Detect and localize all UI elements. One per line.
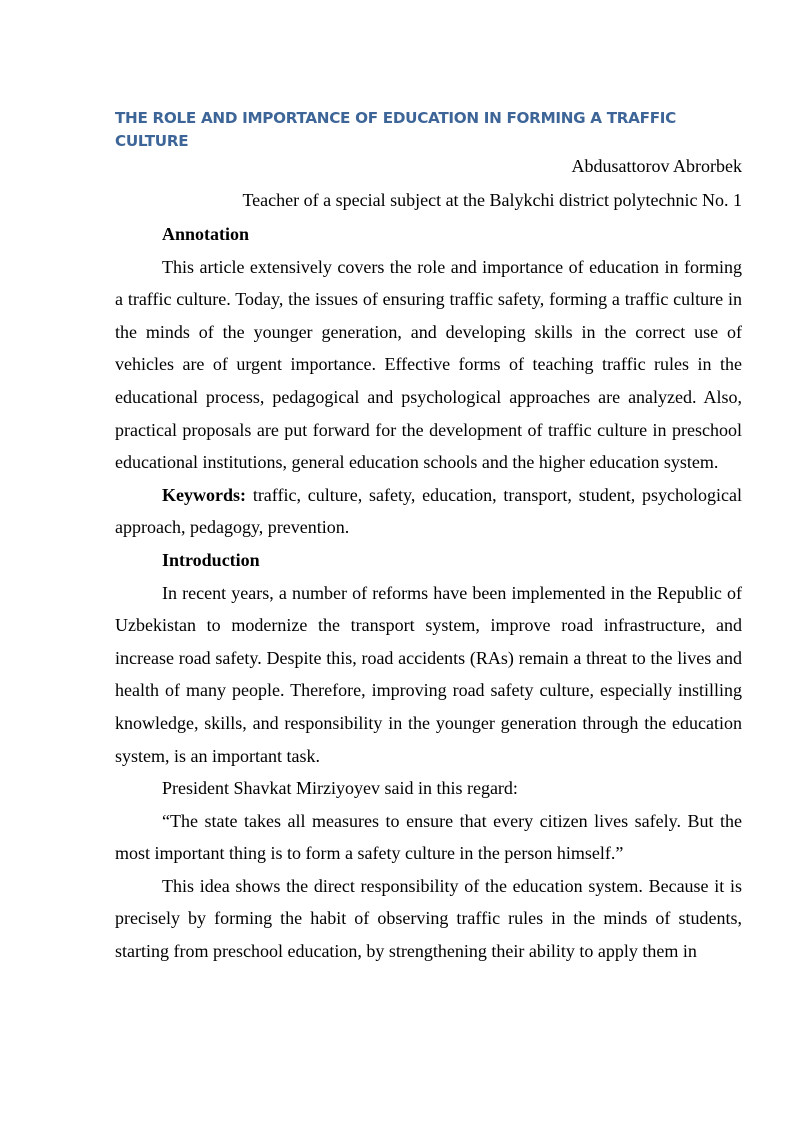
president-quote: “The state takes all measures to ensure that every citizen lives safely. But the most important thing is to form a safety culture in the person himself.” <box>115 810 742 864</box>
article-title: THE ROLE AND IMPORTANCE OF EDUCATION IN FORMING A TRAFFIC CULTURE <box>115 109 676 150</box>
author-affiliation: Teacher of a special subject at the Balykchi district polytechnic No. 1 <box>242 190 742 210</box>
keywords-text: traffic, culture, safety, education, transport, student, psychological approach, pedagogy, prevention. <box>115 484 742 538</box>
introduction-heading: Introduction <box>162 549 260 570</box>
article-body <box>115 107 742 968</box>
intro-paragraph: In recent years, a number of reforms have been implemented in the Republic of Uzbekistan to modernize the transport system, improve road infrastructure, and increase road safety. Despite this, road accidents (RAs) remain a threat to the lives and health of many people. Therefore, improving road safety culture, especially instilling knowledge, skills, and responsibility in the younger generation through the education system, is an important task. <box>115 582 742 766</box>
author-name: Abdusattorov Abrorbek <box>571 156 742 176</box>
annotation-heading: Annotation <box>162 224 250 244</box>
intro-paragraph: This idea shows the direct responsibility of the education system. Because it is precisely by forming the habit of observing traffic rules in the minds of students, starting from preschool education, by strengthening their ability to apply them in <box>115 875 742 962</box>
annotation-text: This article extensively covers the role and importance of education in forming a traffic culture. Today, the issues of ensuring traffic safety, forming a traffic culture in the minds of the younger generation, and developing skills in the correct use of vehicles are of urgent importance. Effective forms of teaching traffic rules in the educational process, pedagogical and psychological approaches are analyzed. Also, practical proposals are put forward for the development of traffic culture in preschool educational institutions, general education schools and the higher education system. <box>115 256 742 473</box>
intro-paragraph: President Shavkat Mirziyoyev said in this regard: <box>162 778 518 799</box>
keywords-paragraph <box>115 479 742 544</box>
keywords-label: Keywords: <box>162 484 246 505</box>
